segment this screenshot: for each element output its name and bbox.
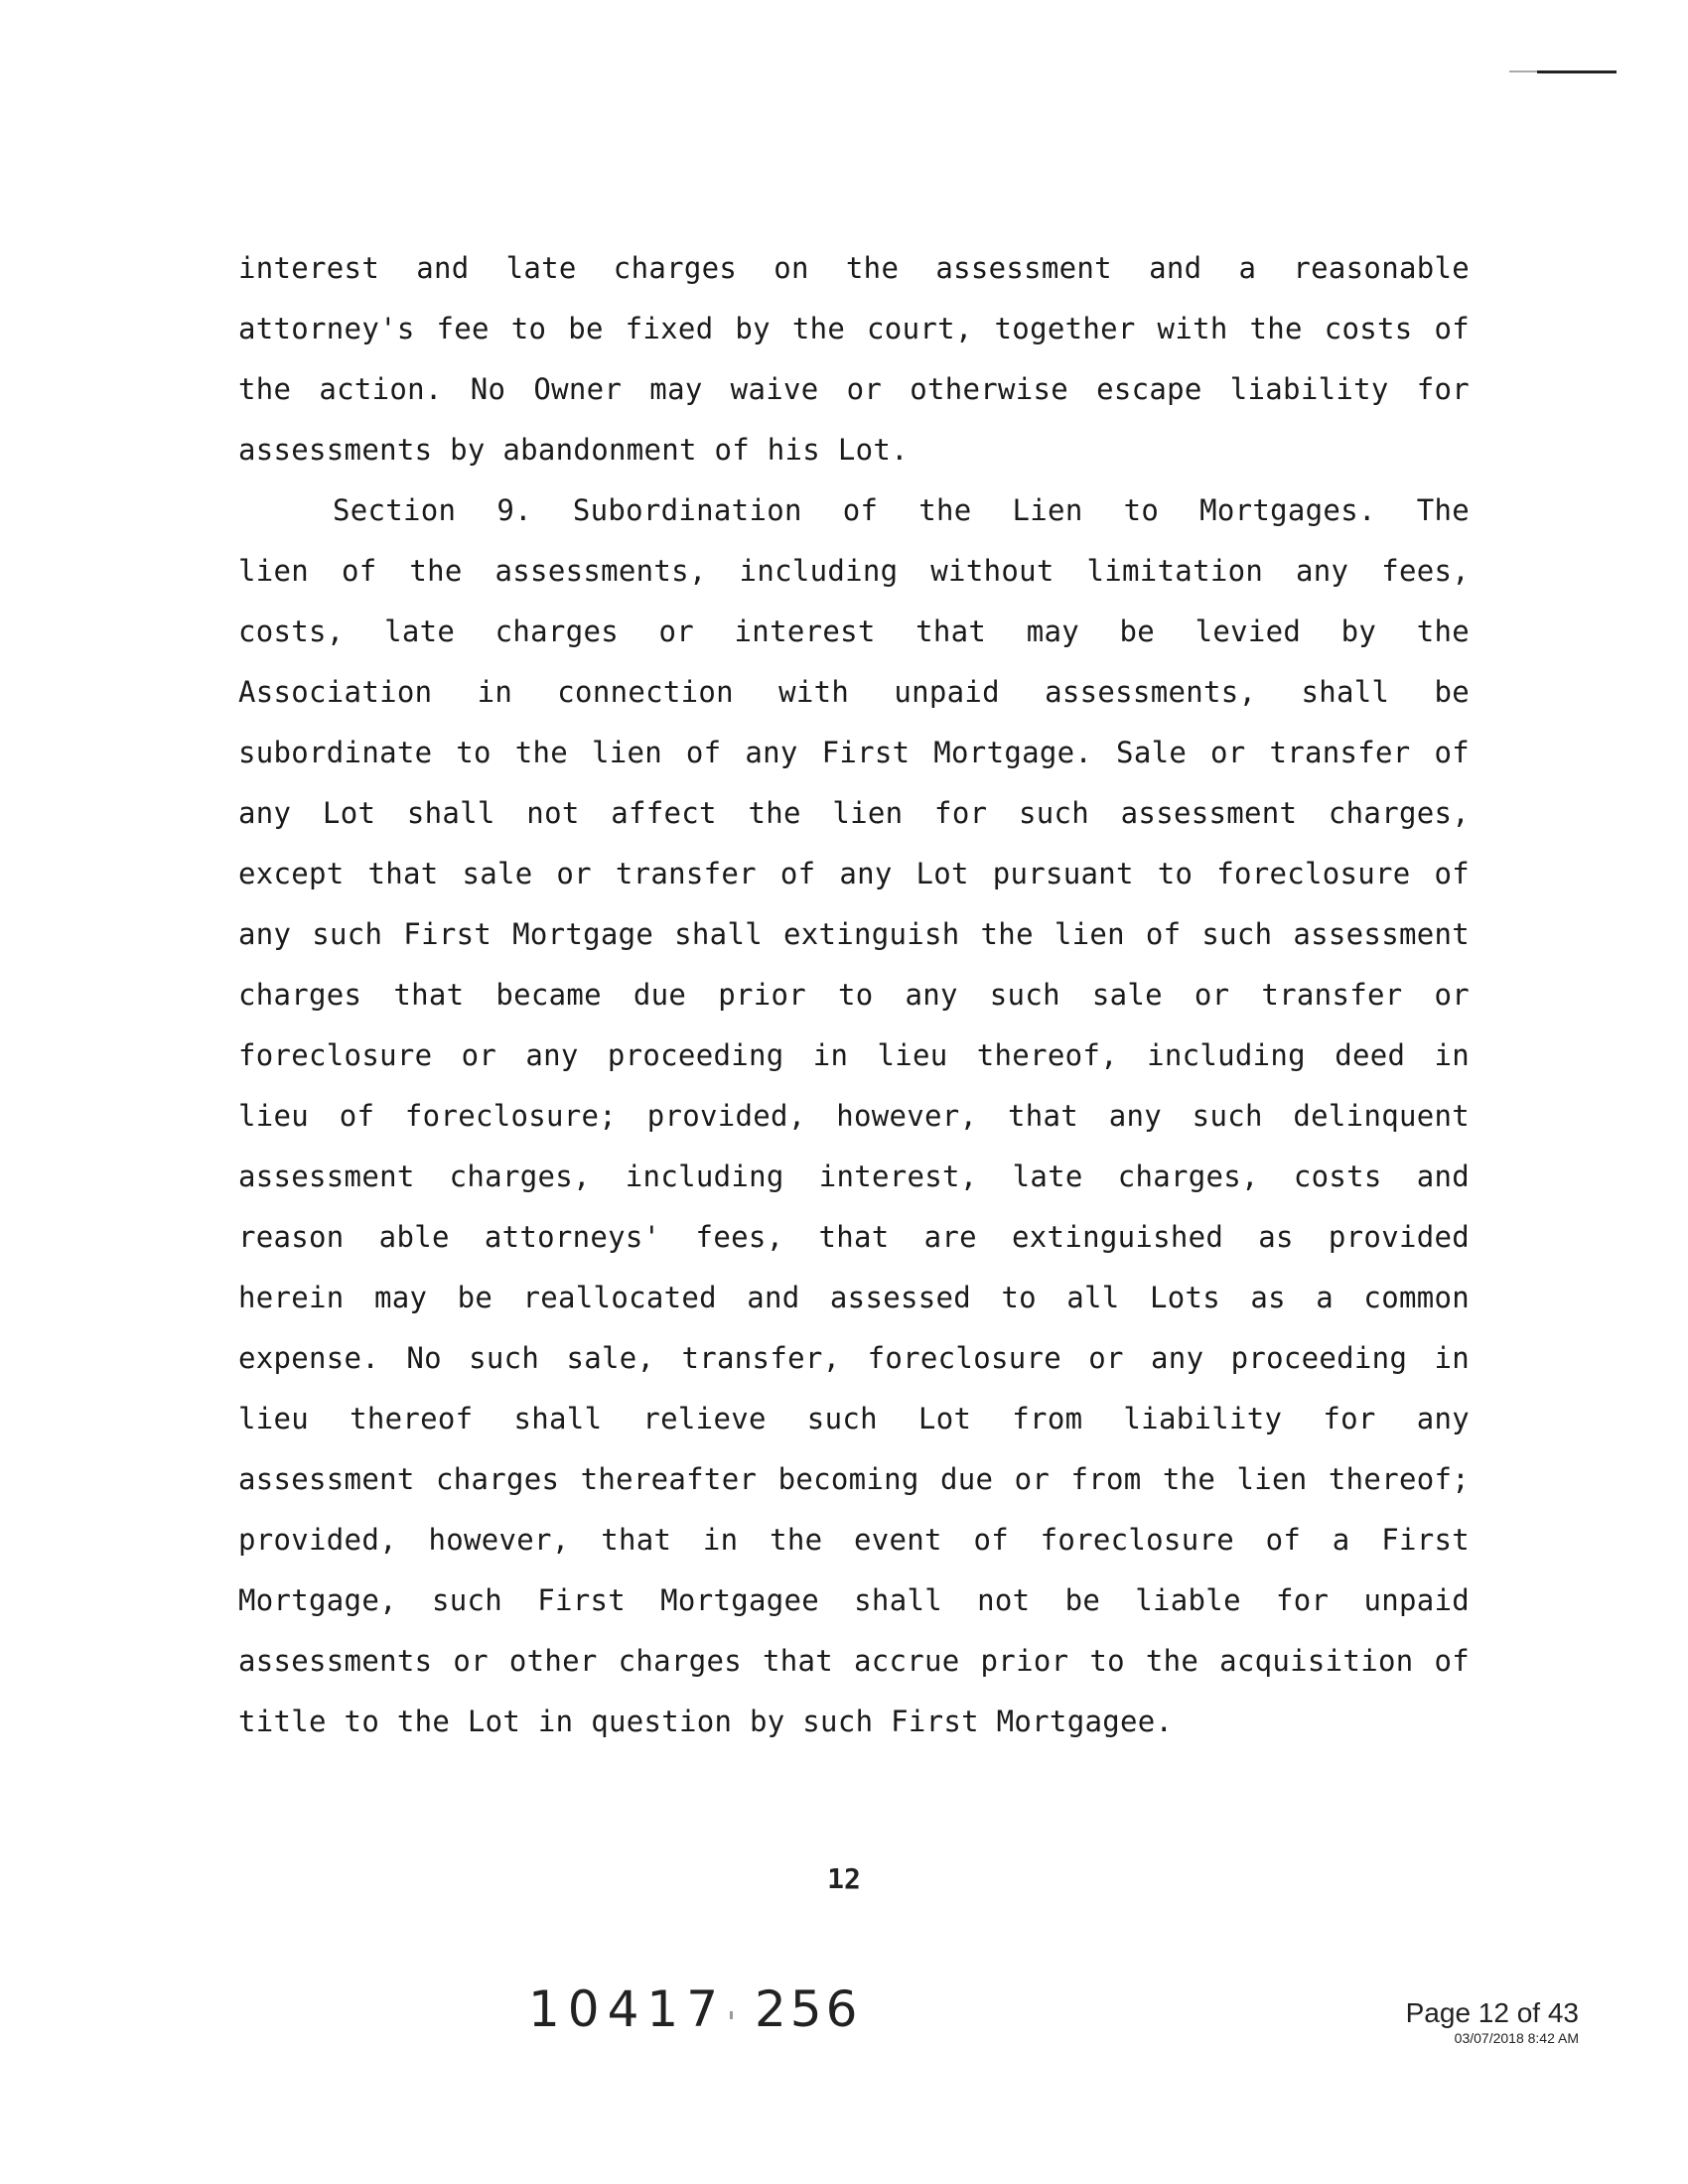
body-line: herein may be reallocated and assessed to all Lots as a common [238,1281,1470,1314]
body-line: attorney's fee to be fixed by the court, together with the costs of [238,312,1470,345]
body-line: Mortgage, such First Mortgagee shall not be liable for unpaid [238,1583,1470,1617]
recording-page-number: 256 [755,1980,862,2038]
body-line: assessment charges, including interest, late charges, costs and [238,1160,1470,1193]
body-line: any Lot shall not affect the lien for such assessment charges, [238,796,1470,830]
body-line: any such First Mortgage shall extinguish the lien of such assessment [238,917,1470,951]
body-line: assessments by abandonment of his Lot. [238,433,909,467]
section-heading-line: Section 9. Subordination of the Lien to Mortgages. The [333,493,1470,527]
page-count-stamp [1406,1997,1579,2047]
recording-book-number: 10417 [528,1980,727,2038]
body-line: costs, late charges or interest that may be levied by the [238,614,1470,648]
body-line: lien of the assessments, including without limitation any fees, [238,554,1470,588]
timestamp: 03/07/2018 8:42 AM [1454,2030,1579,2046]
top-rule [1537,70,1617,73]
body-line: reason able attorneys' fees, that are extinguished as provided [238,1220,1470,1254]
body-line: subordinate to the lien of any First Mortgage. Sale or transfer of [238,736,1470,769]
body-line: lieu of foreclosure; provided, however, that any such delinquent [238,1099,1470,1133]
body-line: assessments or other charges that accrue prior to the acquisition of [238,1644,1470,1678]
body-line: provided, however, that in the event of foreclosure of a First [238,1523,1470,1557]
body-line: the action. No Owner may waive or otherwise escape liability for [238,372,1470,406]
top-rule-faint [1509,70,1537,72]
body-line: assessment charges thereafter becoming due or from the lien thereof; [238,1462,1470,1496]
body-line: interest and late charges on the assessment and a reasonable [238,251,1470,285]
body-line: foreclosure or any proceeding in lieu thereof, including deed in [238,1038,1470,1072]
body-line: expense. No such sale, transfer, foreclosure or any proceeding in [238,1341,1470,1375]
body-line: charges that became due prior to any such sale or transfer or [238,978,1470,1012]
body-line: Association in connection with unpaid assessments, shall be [238,675,1470,709]
document-body [238,238,1470,1752]
stamp-mark [730,2011,733,2019]
body-line: except that sale or transfer of any Lot pursuant to foreclosure of [238,857,1470,890]
page-number: 12 [827,1862,861,1895]
page-of-label: Page 12 of 43 [1405,1997,1579,2028]
body-line: title to the Lot in question by such First Mortgagee. [238,1705,1174,1738]
body-line: lieu thereof shall relieve such Lot from liability for any [238,1402,1470,1435]
